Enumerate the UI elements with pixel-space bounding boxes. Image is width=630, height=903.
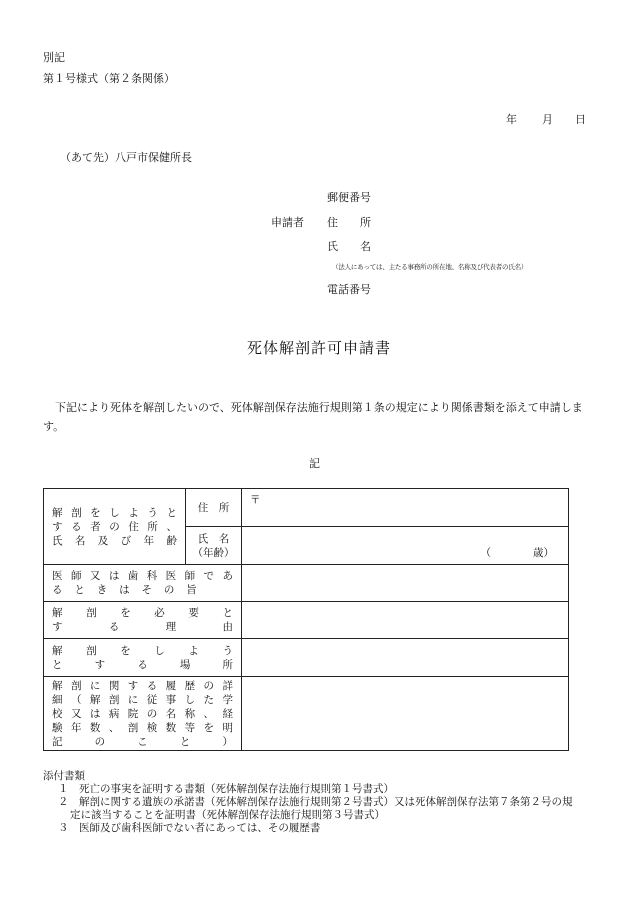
name-label: 氏 名: [327, 240, 371, 253]
addressee: （あて先）八戸市保健所長: [60, 151, 192, 164]
applicant-info-label: 解剖をしようと する者の住所、 氏名及び年齢: [44, 489, 186, 565]
document-title: 死体解剖許可申請書: [247, 339, 392, 357]
attachments-heading: 添付書類: [43, 770, 85, 782]
form-number: 第１号様式（第２条関係）: [43, 72, 175, 85]
history-field[interactable]: [242, 677, 569, 751]
corporate-note: （法人にあっては、主たる事務所の所在地、名称及び代表者の氏名）: [332, 263, 528, 271]
phone-label: 電話番号: [327, 283, 371, 296]
application-table: [43, 488, 569, 751]
betsuki-label: 別記: [43, 51, 65, 64]
date-year: 年: [506, 113, 517, 126]
address-label: 住 所: [327, 216, 371, 229]
place-field[interactable]: [242, 639, 569, 677]
date-month: 月: [542, 113, 553, 126]
postal-label: 郵便番号: [327, 191, 371, 204]
attachments: [43, 770, 593, 835]
doctor-status-label: 医師又は歯科医師であ るときはその旨: [44, 565, 242, 602]
doctor-status-field[interactable]: [242, 565, 569, 602]
place-label: 解剖をしよう とする場所: [44, 639, 242, 677]
name-age-field[interactable]: [242, 527, 569, 565]
attachment-item: １ 死亡の事実を証明する書類（死体解剖保存法施行規則第１号書式）: [58, 783, 394, 795]
body-text: 下記により死体を解剖したいので、死体解剖保存法施行規則第１条の規定により関係書類を添えて申請します。: [43, 401, 583, 433]
attachment-item: ２ 解剖に関する遺族の承諾書（死体解剖保存法施行規則第２号書式）又は死体解剖保存法第７条第２号の規定に該当することを証明書（死体解剖保存法施行規則第３号書式）: [58, 796, 573, 821]
postal-mark: 〒: [250, 494, 261, 506]
name-age-sub-label: 氏 名 （年齢）: [186, 527, 242, 565]
reason-field[interactable]: [242, 602, 569, 639]
reason-label: 解剖を必要と する理由: [44, 602, 242, 639]
history-label: 解剖に関する履歴の詳 細（解剖に従事した学 校又は病院の名称、経 験年数、剖検数等を明 記のこと）: [44, 677, 242, 751]
date-day: 日: [575, 113, 586, 126]
attachment-item: ３ 医師及び歯科医師でない者にあっては、その履歴書: [58, 822, 321, 834]
applicant-label: 申請者: [271, 216, 304, 229]
age-suffix: （ 歳）: [480, 547, 554, 559]
address-sub-label: 住 所: [186, 489, 242, 527]
address-field[interactable]: [242, 489, 569, 527]
ki-label: 記: [309, 457, 320, 470]
